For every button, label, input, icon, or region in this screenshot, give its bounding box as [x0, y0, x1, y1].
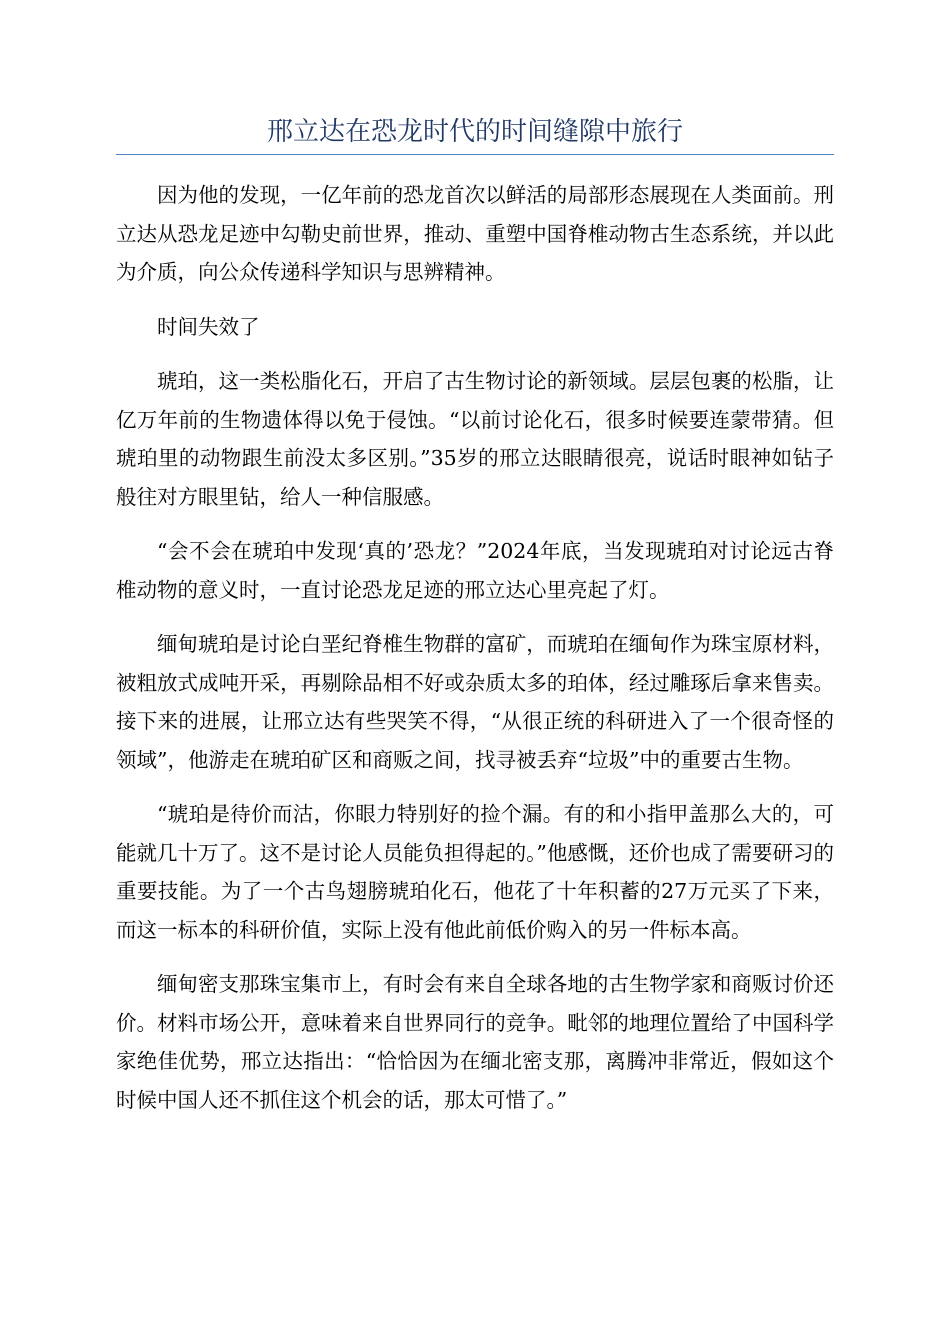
- title-underline: [116, 154, 834, 155]
- paragraph-7: 缅甸密支那珠宝集市上，有时会有来自全球各地的古生物学家和商贩讨价还价。材料市场公开，意味着来自世界同行的竞争。毗邻的地理位置给了中国科学家绝佳优势，邢立达指出：“恰恰因为在缅北密支那，离腾冲非常近，假如这个时候中国人还不抓住这个机会的话，那太可惜了。”: [116, 972, 834, 1112]
- document-body: [116, 176, 834, 1135]
- paragraph-4: “会不会在琥珀中发现‘真的’恐龙？”2024年底，当发现琥珀对讨论远古脊椎动物的意义时，一直讨论恐龙足迹的邢立达心里亮起了灯。: [116, 539, 834, 602]
- paragraph-2-subheading: 时间失效了: [157, 314, 260, 339]
- paragraph-1: 因为他的发现，一亿年前的恐龙首次以鲜活的局部形态展现在人类面前。刑立达从恐龙足迹中勾勒史前世界，推动、重塑中国脊椎动物古生态系统，并以此为介质，向公众传递科学知识与思辨精神。: [116, 183, 834, 284]
- paragraph-5: 缅甸琥珀是讨论白垩纪脊椎生物群的富矿，而琥珀在缅甸作为珠宝原材料，被粗放式成吨开采，再剔除品相不好或杂质太多的珀体，经过雕琢后拿来售卖。接下来的进展，让邢立达有些哭笑不得，“从很正统的科研进入了一个很奇怪的领域”，他游走在琥珀矿区和商贩之间，找寻被丢弃“垃圾”中的重要古生物。: [116, 632, 834, 772]
- paragraph-6: “琥珀是待价而沽，你眼力特别好的捡个漏。有的和小指甲盖那么大的，可能就几十万了。这不是讨论人员能负担得起的。”他感慨，还价也成了需要研习的重要技能。为了一个古鸟翅膀琥珀化石，他花了十年积蓄的27万元买了下来，而这一标本的科研价值，实际上没有他此前低价购入的另一件标本高。: [116, 802, 834, 942]
- document-title: 邢立达在恐龙时代的时间缝隙中旅行: [266, 117, 683, 147]
- paragraph-3: 琥珀，这一类松脂化石，开启了古生物讨论的新领域。层层包裹的松脂，让亿万年前的生物遗体得以免于侵蚀。“以前讨论化石，很多时候要连蒙带猜。但琥珀里的动物跟生前没太多区别。”35岁的邢立达眼睛很亮，说话时眼神如钻子般往对方眼里钻，给人一种信服感。: [116, 369, 834, 509]
